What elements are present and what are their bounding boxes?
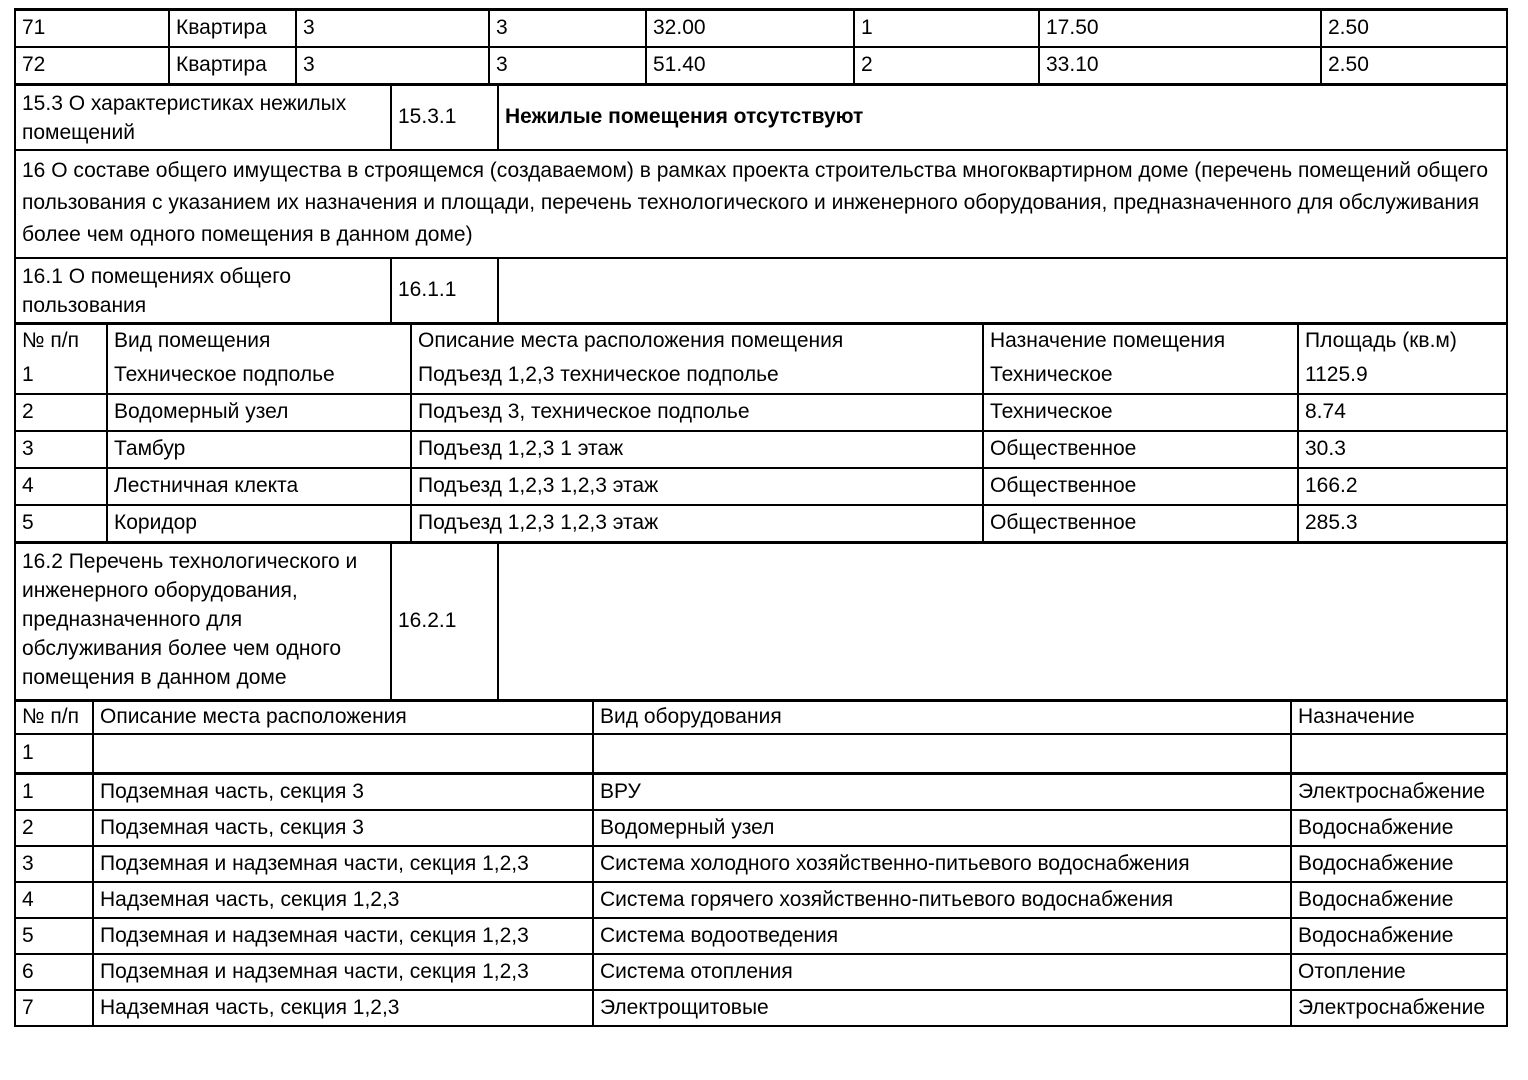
apartment-number-cell: 72 [16, 48, 170, 83]
equipment-empty-purpose-cell [1292, 735, 1506, 772]
apartments-table [14, 8, 1508, 83]
equipment-table-row [16, 775, 1506, 809]
section-15-3-code: 15.3.1 [392, 86, 499, 149]
equipment-table-row [16, 845, 1506, 881]
premises-table-row [16, 393, 1506, 430]
premises-location-cell: Подъезд 1,2,3 1,2,3 этаж [412, 469, 984, 504]
equipment-table-header-row [16, 702, 1506, 733]
apartment-col3-cell: 3 [297, 11, 490, 46]
equipment-location-cell: Подземная и надземная части, секция 1,2,3 [94, 847, 594, 881]
apartment-col4-cell: 3 [490, 11, 647, 46]
premises-area-cell: 285.3 [1305, 511, 1358, 535]
apartment-ceiling-cell: 2.50 [1328, 16, 1369, 40]
equipment-header-number: № п/п [16, 702, 94, 733]
equipment-header-location: Описание места расположения [94, 702, 594, 733]
equipment-location-cell: Надземная часть, секция 1,2,3 [94, 991, 594, 1025]
section-16-1-code: 16.1.1 [392, 259, 499, 322]
section-16-2-code: 16.2.1 [392, 544, 499, 699]
equipment-location-cell: Подземная часть, секция 3 [94, 811, 594, 845]
equipment-location-cell: Подземная часть, секция 3 [94, 775, 594, 809]
section-16-1-label: 16.1 О помещениях общего пользования [16, 259, 392, 322]
premises-table-row [16, 358, 1506, 393]
apartments-table-row [16, 11, 1506, 46]
apartment-type-cell: Квартира [170, 11, 297, 46]
premises-type-cell: Техническое подполье [108, 358, 412, 393]
equipment-header-purpose: Назначение [1298, 705, 1415, 729]
equipment-number-cell: 2 [16, 811, 94, 845]
equipment-location-cell: Подземная и надземная части, секция 1,2,3 [94, 955, 594, 989]
equipment-table [14, 772, 1508, 1027]
premises-location-cell: Подъезд 1,2,3 1 этаж [412, 432, 984, 467]
premises-type-cell: Коридор [108, 506, 412, 541]
premises-area-cell: 8.74 [1305, 400, 1346, 424]
equipment-type-cell: Система отопления [594, 955, 1292, 989]
premises-number-cell: 2 [16, 395, 108, 430]
equipment-number-cell: 5 [16, 919, 94, 953]
premises-purpose-cell: Техническое [984, 358, 1299, 393]
premises-purpose-cell: Техническое [984, 395, 1299, 430]
equipment-table-empty-row [16, 733, 1506, 772]
equipment-type-cell: Водомерный узел [594, 811, 1292, 845]
equipment-type-cell: Система холодного хозяйственно-питьевого водоснабжения [594, 847, 1292, 881]
equipment-table-row [16, 917, 1506, 953]
premises-purpose-cell: Общественное [984, 506, 1299, 541]
premises-purpose-cell: Общественное [984, 432, 1299, 467]
premises-table-header-row [16, 325, 1506, 358]
equipment-purpose-cell: Водоснабжение [1298, 815, 1454, 839]
premises-table-row [16, 504, 1506, 541]
premises-header-area: Площадь (кв.м) [1305, 329, 1457, 353]
apartment-number-cell: 71 [16, 11, 170, 46]
premises-location-cell: Подъезд 3, техническое подполье [412, 395, 984, 430]
equipment-empty-location-cell [94, 735, 594, 772]
premises-location-cell: Подъезд 1,2,3 техническое подполье [412, 358, 984, 393]
section-16-1-row [14, 257, 1508, 322]
section-15-3-label: 15.3 О характеристиках нежилых помещений [16, 86, 392, 149]
apartment-col3-cell: 3 [297, 48, 490, 83]
equipment-empty-number-cell: 1 [16, 735, 94, 772]
premises-table [14, 322, 1508, 541]
premises-number-cell: 3 [16, 432, 108, 467]
equipment-header-type: Вид оборудования [594, 702, 1292, 733]
equipment-type-cell: ВРУ [594, 775, 1292, 809]
equipment-number-cell: 4 [16, 883, 94, 917]
section-16-heading: 16 О составе общего имущества в строящемся (создаваемом) в рамках проекта строительства многоквартирном доме (перечень помещений общего пользования с указанием их назначения и площади, перечень технологического и инженерного оборудования, предназначенного для обслуживания более чем одного помещения в данном доме) [14, 149, 1508, 257]
apartment-living-area-cell: 33.10 [1040, 48, 1322, 83]
premises-location-cell: Подъезд 1,2,3 1,2,3 этаж [412, 506, 984, 541]
apartment-area-cell: 32.00 [647, 11, 855, 46]
premises-type-cell: Водомерный узел [108, 395, 412, 430]
premises-table-row [16, 430, 1506, 467]
premises-number-cell: 1 [16, 358, 108, 393]
equipment-number-cell: 6 [16, 955, 94, 989]
equipment-type-cell: Система горячего хозяйственно-питьевого водоснабжения [594, 883, 1292, 917]
apartment-rooms-cell: 1 [855, 11, 1040, 46]
equipment-type-cell: Электрощитовые [594, 991, 1292, 1025]
equipment-table-head-group [14, 699, 1508, 772]
premises-header-type: Вид помещения [108, 325, 412, 358]
section-16-1-value [499, 259, 1506, 322]
equipment-number-cell: 3 [16, 847, 94, 881]
equipment-type-cell: Система водоотведения [594, 919, 1292, 953]
equipment-table-row [16, 809, 1506, 845]
section-15-3-row [14, 83, 1508, 149]
section-16-2-row [14, 541, 1508, 699]
apartment-ceiling-cell: 2.50 [1328, 53, 1369, 77]
premises-header-purpose: Назначение помещения [984, 325, 1299, 358]
equipment-purpose-cell: Водоснабжение [1298, 887, 1454, 911]
premises-purpose-cell: Общественное [984, 469, 1299, 504]
equipment-table-row [16, 953, 1506, 989]
equipment-purpose-cell: Водоснабжение [1298, 923, 1454, 947]
premises-type-cell: Тамбур [108, 432, 412, 467]
equipment-purpose-cell: Отопление [1298, 959, 1406, 983]
equipment-number-cell: 1 [16, 775, 94, 809]
section-15-3-value: Нежилые помещения отсутствуют [505, 105, 864, 129]
section-16-2-label: 16.2 Перечень технологического и инженерного оборудования, предназначенного для обслуживания более чем одного помещения в данном доме [16, 544, 392, 699]
apartment-type-cell: Квартира [170, 48, 297, 83]
premises-table-row [16, 467, 1506, 504]
equipment-number-cell: 7 [16, 991, 94, 1025]
premises-header-location: Описание места расположения помещения [412, 325, 984, 358]
premises-area-cell: 30.3 [1305, 437, 1346, 461]
premises-area-cell: 166.2 [1305, 474, 1358, 498]
premises-number-cell: 5 [16, 506, 108, 541]
apartment-rooms-cell: 2 [855, 48, 1040, 83]
premises-type-cell: Лестничная клекта [108, 469, 412, 504]
section-16-2-value [499, 544, 1506, 699]
apartments-table-row [16, 46, 1506, 83]
apartment-living-area-cell: 17.50 [1040, 11, 1322, 46]
equipment-purpose-cell: Водоснабжение [1298, 851, 1454, 875]
project-declaration-tables [14, 8, 1508, 1027]
apartment-col4-cell: 3 [490, 48, 647, 83]
apartment-area-cell: 51.40 [647, 48, 855, 83]
equipment-location-cell: Надземная часть, секция 1,2,3 [94, 883, 594, 917]
equipment-empty-type-cell [594, 735, 1292, 772]
premises-area-cell: 1125.9 [1305, 363, 1368, 387]
equipment-purpose-cell: Электроснабжение [1298, 995, 1486, 1019]
equipment-table-row [16, 881, 1506, 917]
equipment-location-cell: Подземная и надземная части, секция 1,2,3 [94, 919, 594, 953]
premises-number-cell: 4 [16, 469, 108, 504]
equipment-table-row [16, 989, 1506, 1025]
equipment-purpose-cell: Электроснабжение [1298, 779, 1486, 803]
premises-header-number: № п/п [16, 325, 108, 358]
